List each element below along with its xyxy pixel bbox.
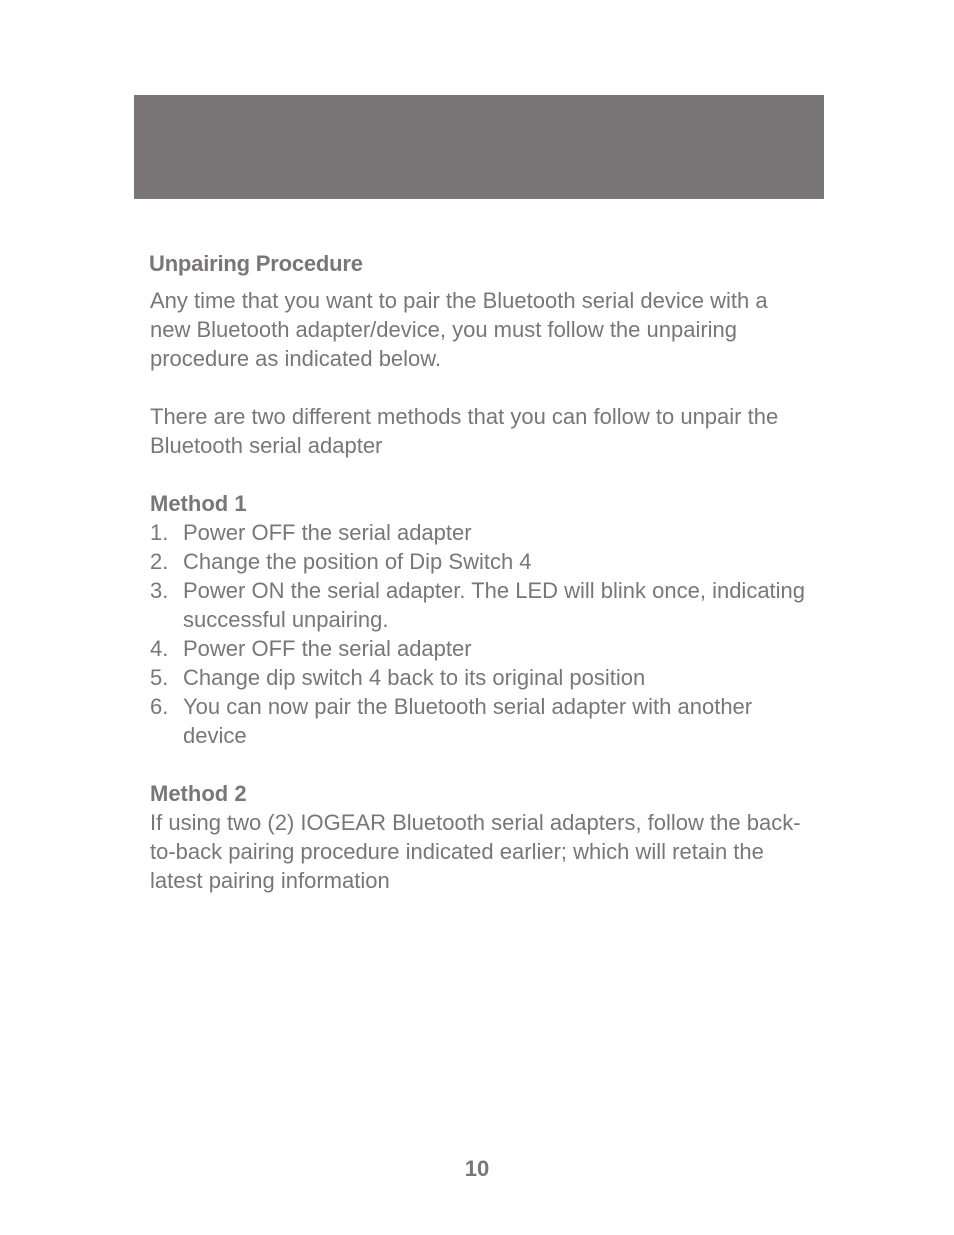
step-number: 6. (150, 694, 169, 719)
step-number: 2. (150, 549, 169, 574)
step-text: Change dip switch 4 back to its original position (183, 665, 646, 690)
method-2-text: If using two (2) IOGEAR Bluetooth serial adapters, follow the back-to-back pairing procedure indicated earlier; which will retain the latest pairing information (150, 810, 801, 893)
intro-paragraph: Any time that you want to pair the Bluetooth serial device with a new Bluetooth adapter/device, you must follow the unpairing procedure as indicated below. (150, 288, 768, 371)
list-item (150, 663, 810, 692)
step-text: Power OFF the serial adapter (183, 636, 472, 661)
list-item (150, 634, 810, 663)
step-number: 1. (150, 520, 169, 545)
methods-paragraph: There are two different methods that you can follow to unpair the Bluetooth serial adapter (150, 404, 779, 458)
section-title: Unpairing Procedure (149, 251, 363, 276)
list-item (150, 518, 810, 547)
step-number: 4. (150, 636, 169, 661)
step-text: Power ON the serial adapter. The LED will blink once, indicating successful unpairing. (183, 578, 806, 632)
method-2-title: Method 2 (150, 781, 247, 806)
method-1-steps (150, 518, 810, 750)
step-text: You can now pair the Bluetooth serial adapter with another device (183, 694, 753, 748)
step-number: 5. (150, 665, 169, 690)
page-number: 10 (464, 1156, 490, 1181)
list-item (150, 547, 810, 576)
list-item (150, 692, 810, 750)
header-band (134, 95, 824, 199)
main-content (150, 250, 810, 895)
step-text: Change the position of Dip Switch 4 (183, 549, 532, 574)
method-1-title: Method 1 (150, 491, 247, 516)
list-item (150, 576, 810, 634)
step-text: Power OFF the serial adapter (183, 520, 472, 545)
step-number: 3. (150, 578, 169, 603)
